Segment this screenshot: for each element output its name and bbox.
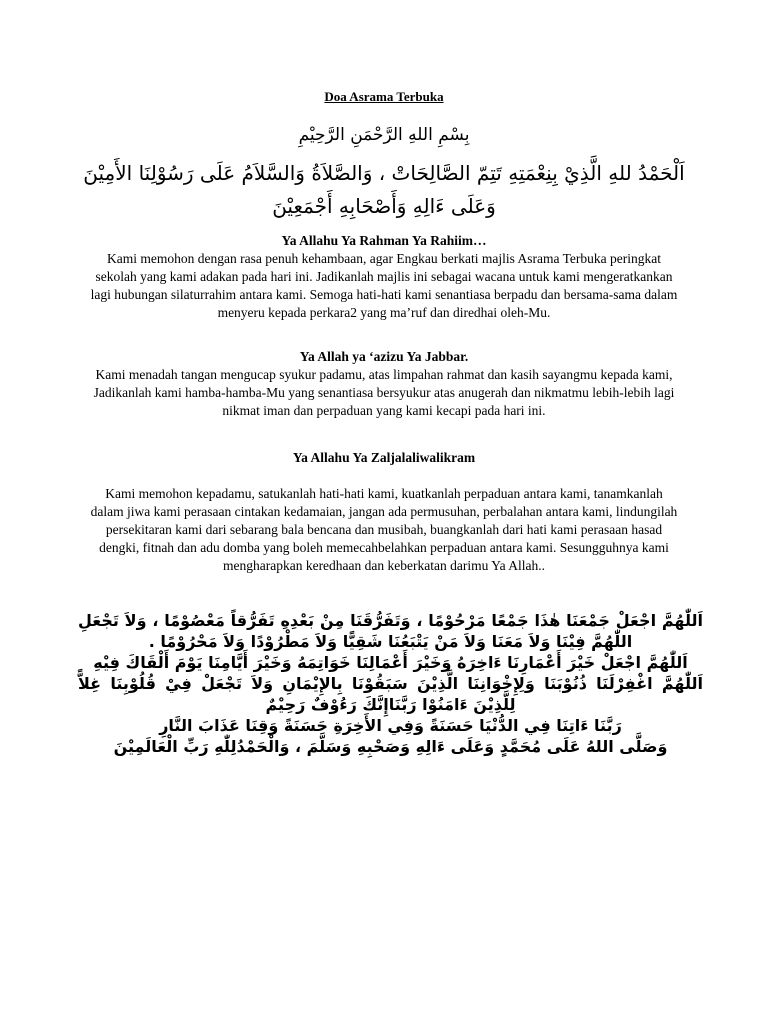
document-title: Doa Asrama Terbuka: [324, 89, 444, 104]
section-1-heading: Ya Allahu Ya Rahman Ya Rahiim…: [281, 233, 487, 248]
section-3: [90, 485, 678, 575]
closing-arabic-line: اَللّٰهُمَّ اجْعَلْ جَمْعَنَا هٰذَا جَمْعًا مَرْحُوْمًا ، وَتَفَرُّقَنَا مِنْ بَعْدِهِ تَفَرُّقاً مَعْصُوْمًا ، وَلاَ تَجْعَلِ اللّٰهُمَّ فِيْنَا وَلاَ مَعَنَا وَلاَ مَنْ يَتْبَعُنَا شَقِيًّا وَلاَ مَطْرُوْدًا وَلاَ مَحْرُوْمًا .: [78, 611, 703, 651]
section-2: [90, 348, 678, 420]
section-1-body: Kami memohon dengan rasa penuh kehambaan, agar Engkau berkati majlis Asrama Terbuka peringkat sekolah yang kami adakan pada hari ini. Jadikanlah majlis ini sebagai wacana untuk kami mengeratkankan lagi hubungan silaturrahim antara kami. Semoga hati-hati kami senantiasa berpadu dan bersama-sama dalam menyeru kepada perkara2 yang ma’ruf dan diredhai oleh-Mu.: [90, 251, 678, 320]
opening-arabic-text: اَلْحَمْدُ للهِ الَّذِيْ بِنِعْمَتِهِ تَتِمّ الصَّالِحَاتْ ، وَالصَّلاَةُ وَالسَّلاَمُ عَلَى رَسُوْلِنَا الأَمِيْنَ وَعَلَى ءَالِهِ وَأَصْحَابِهِ أَجْمَعِيْنَ: [83, 161, 685, 218]
closing-arabic-line: اَللّٰهُمَّ اجْعَلْ خَيْرَ أَعْمَارِنَا ءَاخِرَهُ وَخَيْرَ أَعْمَالِنَا خَوَاتِمَهُ وَخَيْرَ أَيَّامِنَا يَوْمَ أَلْقَاكَ فِيْهِ: [93, 653, 688, 672]
section-3-header: [90, 449, 678, 467]
basmalah-text: بِسْمِ اللهِ الرَّحْمَنِ الرَّحِيْمِ: [298, 125, 470, 145]
closing-arabic-prayer: [78, 610, 703, 757]
section-3-heading: Ya Allahu Ya Zaljalaliwalikram: [292, 450, 476, 465]
section-1: [90, 232, 678, 322]
section-2-heading: Ya Allah ya ‘azizu Ya Jabbar.: [299, 349, 469, 364]
section-2-body: Kami menadah tangan mengucap syukur padamu, atas limpahan rahmat dan kasih sayangmu kepada kami, Jadikanlah kami hamba-hamba-Mu yang senantiasa bersyukur atas anugerah dan nikmatmu lebih-lebih lagi nikmat iman dan perpaduan yang kami kecapi pada hari ini.: [93, 367, 675, 418]
section-3-body: Kami memohon kepadamu, satukanlah hati-hati kami, kuatkanlah perpaduan antara kami, tanamkanlah dalam jiwa kami perasaan cintakan kedamaian, jangan ada permusuhan, perbalahan antara kami, lindungilah persekitaran kami dari sebarang bala bencana dan musibah, buangkanlah dari hati kami perasaan hasad dengki, fitnah dan adu domba yang boleh memecahbelahkan perpaduan antara kami. Sesungguhnya kami mengharapkan keredhaan dan keberkatan darimu Ya Allah..: [90, 486, 678, 573]
closing-arabic-line: وَصَلَّى اللهُ عَلَى مُحَمَّدٍ وَعَلَى ءَالِهِ وَصَحْبِهِ وَسَلَّمَ ، وَالْحَمْدُلِلّٰهِ رَبِّ الْعَالَمِيْنَ: [113, 737, 668, 756]
closing-arabic-line: رَبَّنَا ءَاتِنَا فِي الدُّنْيَا حَسَنَةً وَفِي الأَخِرَةِ حَسَنَةً وَقِنَا عَذَابَ النَّارِ: [159, 716, 622, 735]
closing-arabic-line: اَللّٰهُمَّ اغْفِرْلَنَا ذُنُوْبَنَا وَلِإِخْوَانِنَا الَّذِيْنَ سَبَقُوْنَا بِالإِيْمَانِ وَلاَ تَجْعَلْ فِيْ قُلُوْبِنَا غِلاًّ لِلَّذِيْنَ ءَامَنُوْا رَبَّنَاإِنَّكَ رَءُوْفٌ رَحِيْمٌ: [78, 674, 703, 714]
